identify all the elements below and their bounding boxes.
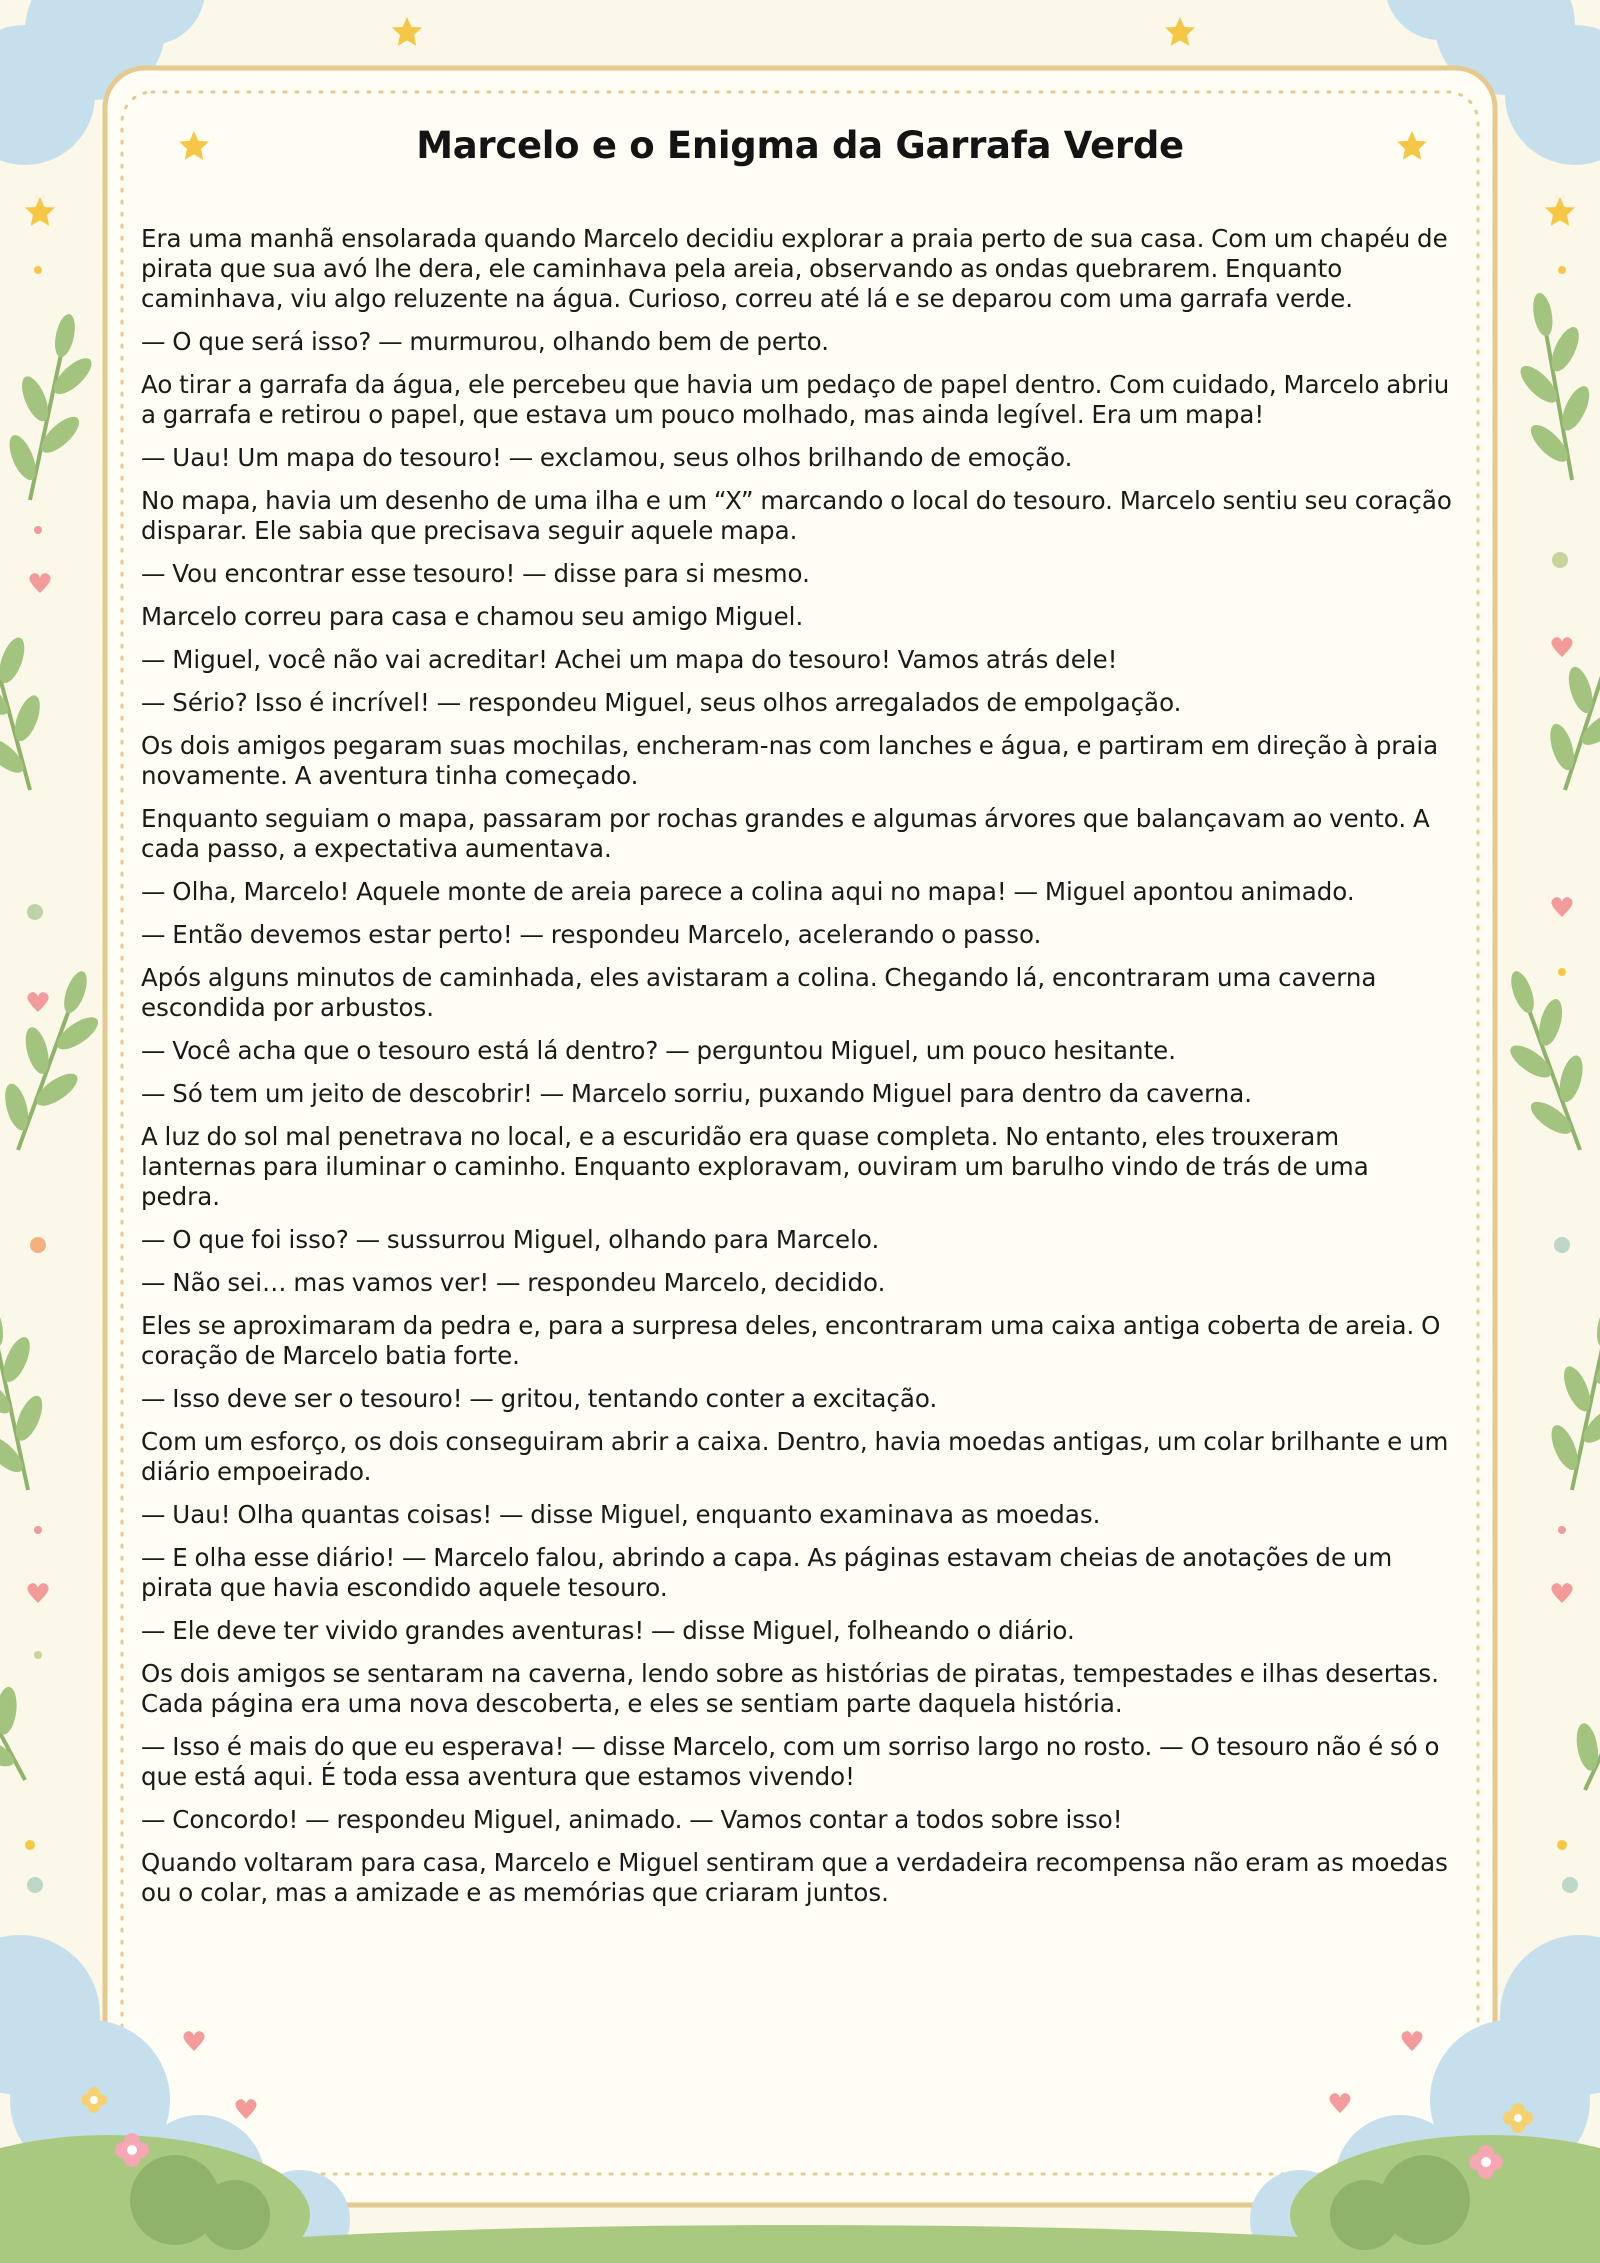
paragraph: — Sério? Isso é incrível! — respondeu Miguel, seus olhos arregalados de empolgação. xyxy=(141,688,1182,717)
paragraph: — Vou encontrar esse tesouro! — disse para si mesmo. xyxy=(141,559,810,588)
paragraph: Era uma manhã ensolarada quando Marcelo decidiu explorar a praia perto de sua casa. Com um chapéu de pirata que sua avó lhe dera, ele caminhava pela areia, observando as ondas quebrarem. Enquanto caminhava, viu algo reluzente na água. Curioso, correu até lá e se deparou com uma garrafa verde. xyxy=(141,224,1448,313)
paragraph: — Olha, Marcelo! Aquele monte de areia parece a colina aqui no mapa! — Miguel apontou animado. xyxy=(141,877,1355,906)
paragraph: — Isso deve ser o tesouro! — gritou, tentando conter a excitação. xyxy=(141,1384,938,1413)
paragraph: Os dois amigos se sentaram na caverna, lendo sobre as histórias de piratas, tempestades e ilhas desertas. Cada página era uma nova descoberta, e eles se sentiam parte daquela história. xyxy=(141,1659,1439,1718)
paragraph: Eles se aproximaram da pedra e, para a surpresa deles, encontraram uma caixa antiga coberta de areia. O coração de Marcelo batia forte. xyxy=(141,1311,1441,1370)
paragraph: — Uau! Olha quantas coisas! — disse Miguel, enquanto examinava as moedas. xyxy=(141,1500,1101,1529)
paragraph: — Miguel, você não vai acreditar! Achei um mapa do tesouro! Vamos atrás dele! xyxy=(141,645,1118,674)
paragraph: No mapa, havia um desenho de uma ilha e um “X” marcando o local do tesouro. Marcelo sentiu seu coração disparar. Ele sabia que precisava seguir aquele mapa. xyxy=(141,486,1452,545)
story-title: Marcelo e o Enigma da Garrafa Verde xyxy=(416,124,1184,167)
paragraph: A luz do sol mal penetrava no local, e a escuridão era quase completa. No entanto, eles trouxeram lanternas para iluminar o caminho. Enquanto exploravam, ouviram um barulho vindo de trás de uma pedra. xyxy=(141,1122,1369,1211)
paragraph: — Só tem um jeito de descobrir! — Marcelo sorriu, puxando Miguel para dentro da caverna. xyxy=(141,1079,1253,1108)
paragraph: — O que será isso? — murmurou, olhando bem de perto. xyxy=(141,327,830,356)
paragraph: — Concordo! — respondeu Miguel, animado. — Vamos contar a todos sobre isso! xyxy=(141,1805,1123,1834)
paragraph: — O que foi isso? — sussurrou Miguel, olhando para Marcelo. xyxy=(141,1225,880,1254)
paragraph: — Não sei… mas vamos ver! — respondeu Marcelo, decidido. xyxy=(141,1268,886,1297)
paragraph: Os dois amigos pegaram suas mochilas, encheram-nas com lanches e água, e partiram em direção à praia novamente. A aventura tinha começado. xyxy=(141,731,1439,790)
paragraph: Após alguns minutos de caminhada, eles avistaram a colina. Chegando lá, encontraram uma caverna escondida por arbustos. xyxy=(141,963,1377,1022)
paragraph: Marcelo correu para casa e chamou seu amigo Miguel. xyxy=(141,602,804,631)
paragraph: Quando voltaram para casa, Marcelo e Miguel sentiram que a verdadeira recompensa não eram as moedas ou o colar, mas a amizade e as memórias que criaram juntos. xyxy=(141,1848,1448,1907)
story-body xyxy=(141,224,1453,1921)
paragraph: — Uau! Um mapa do tesouro! — exclamou, seus olhos brilhando de emoção. xyxy=(141,443,1073,472)
paragraph: Com um esforço, os dois conseguiram abrir a caixa. Dentro, havia moedas antigas, um colar brilhante e um diário empoeirado. xyxy=(141,1427,1449,1486)
paragraph: — Isso é mais do que eu esperava! — disse Marcelo, com um sorriso largo no rosto. — O tesouro não é só o que está aqui. É toda essa aventura que estamos vivendo! xyxy=(141,1732,1440,1791)
paragraph: — Você acha que o tesouro está lá dentro? — perguntou Miguel, um pouco hesitante. xyxy=(141,1036,1177,1065)
paragraph: — E olha esse diário! — Marcelo falou, abrindo a capa. As páginas estavam cheias de anotações de um pirata que havia escondido aquele tesouro. xyxy=(141,1543,1393,1602)
paragraph: — Ele deve ter vivido grandes aventuras! — disse Miguel, folheando o diário. xyxy=(141,1616,1075,1645)
paragraph: Enquanto seguiam o mapa, passaram por rochas grandes e algumas árvores que balançavam ao vento. A cada passo, a expectativa aumentava. xyxy=(141,804,1430,863)
paragraph: — Então devemos estar perto! — respondeu Marcelo, acelerando o passo. xyxy=(141,920,1042,949)
paragraph: Ao tirar a garrafa da água, ele percebeu que havia um pedaço de papel dentro. Com cuidado, Marcelo abriu a garrafa e retirou o papel, que estava um pouco molhado, mas ainda legível. Era um mapa! xyxy=(141,370,1450,429)
